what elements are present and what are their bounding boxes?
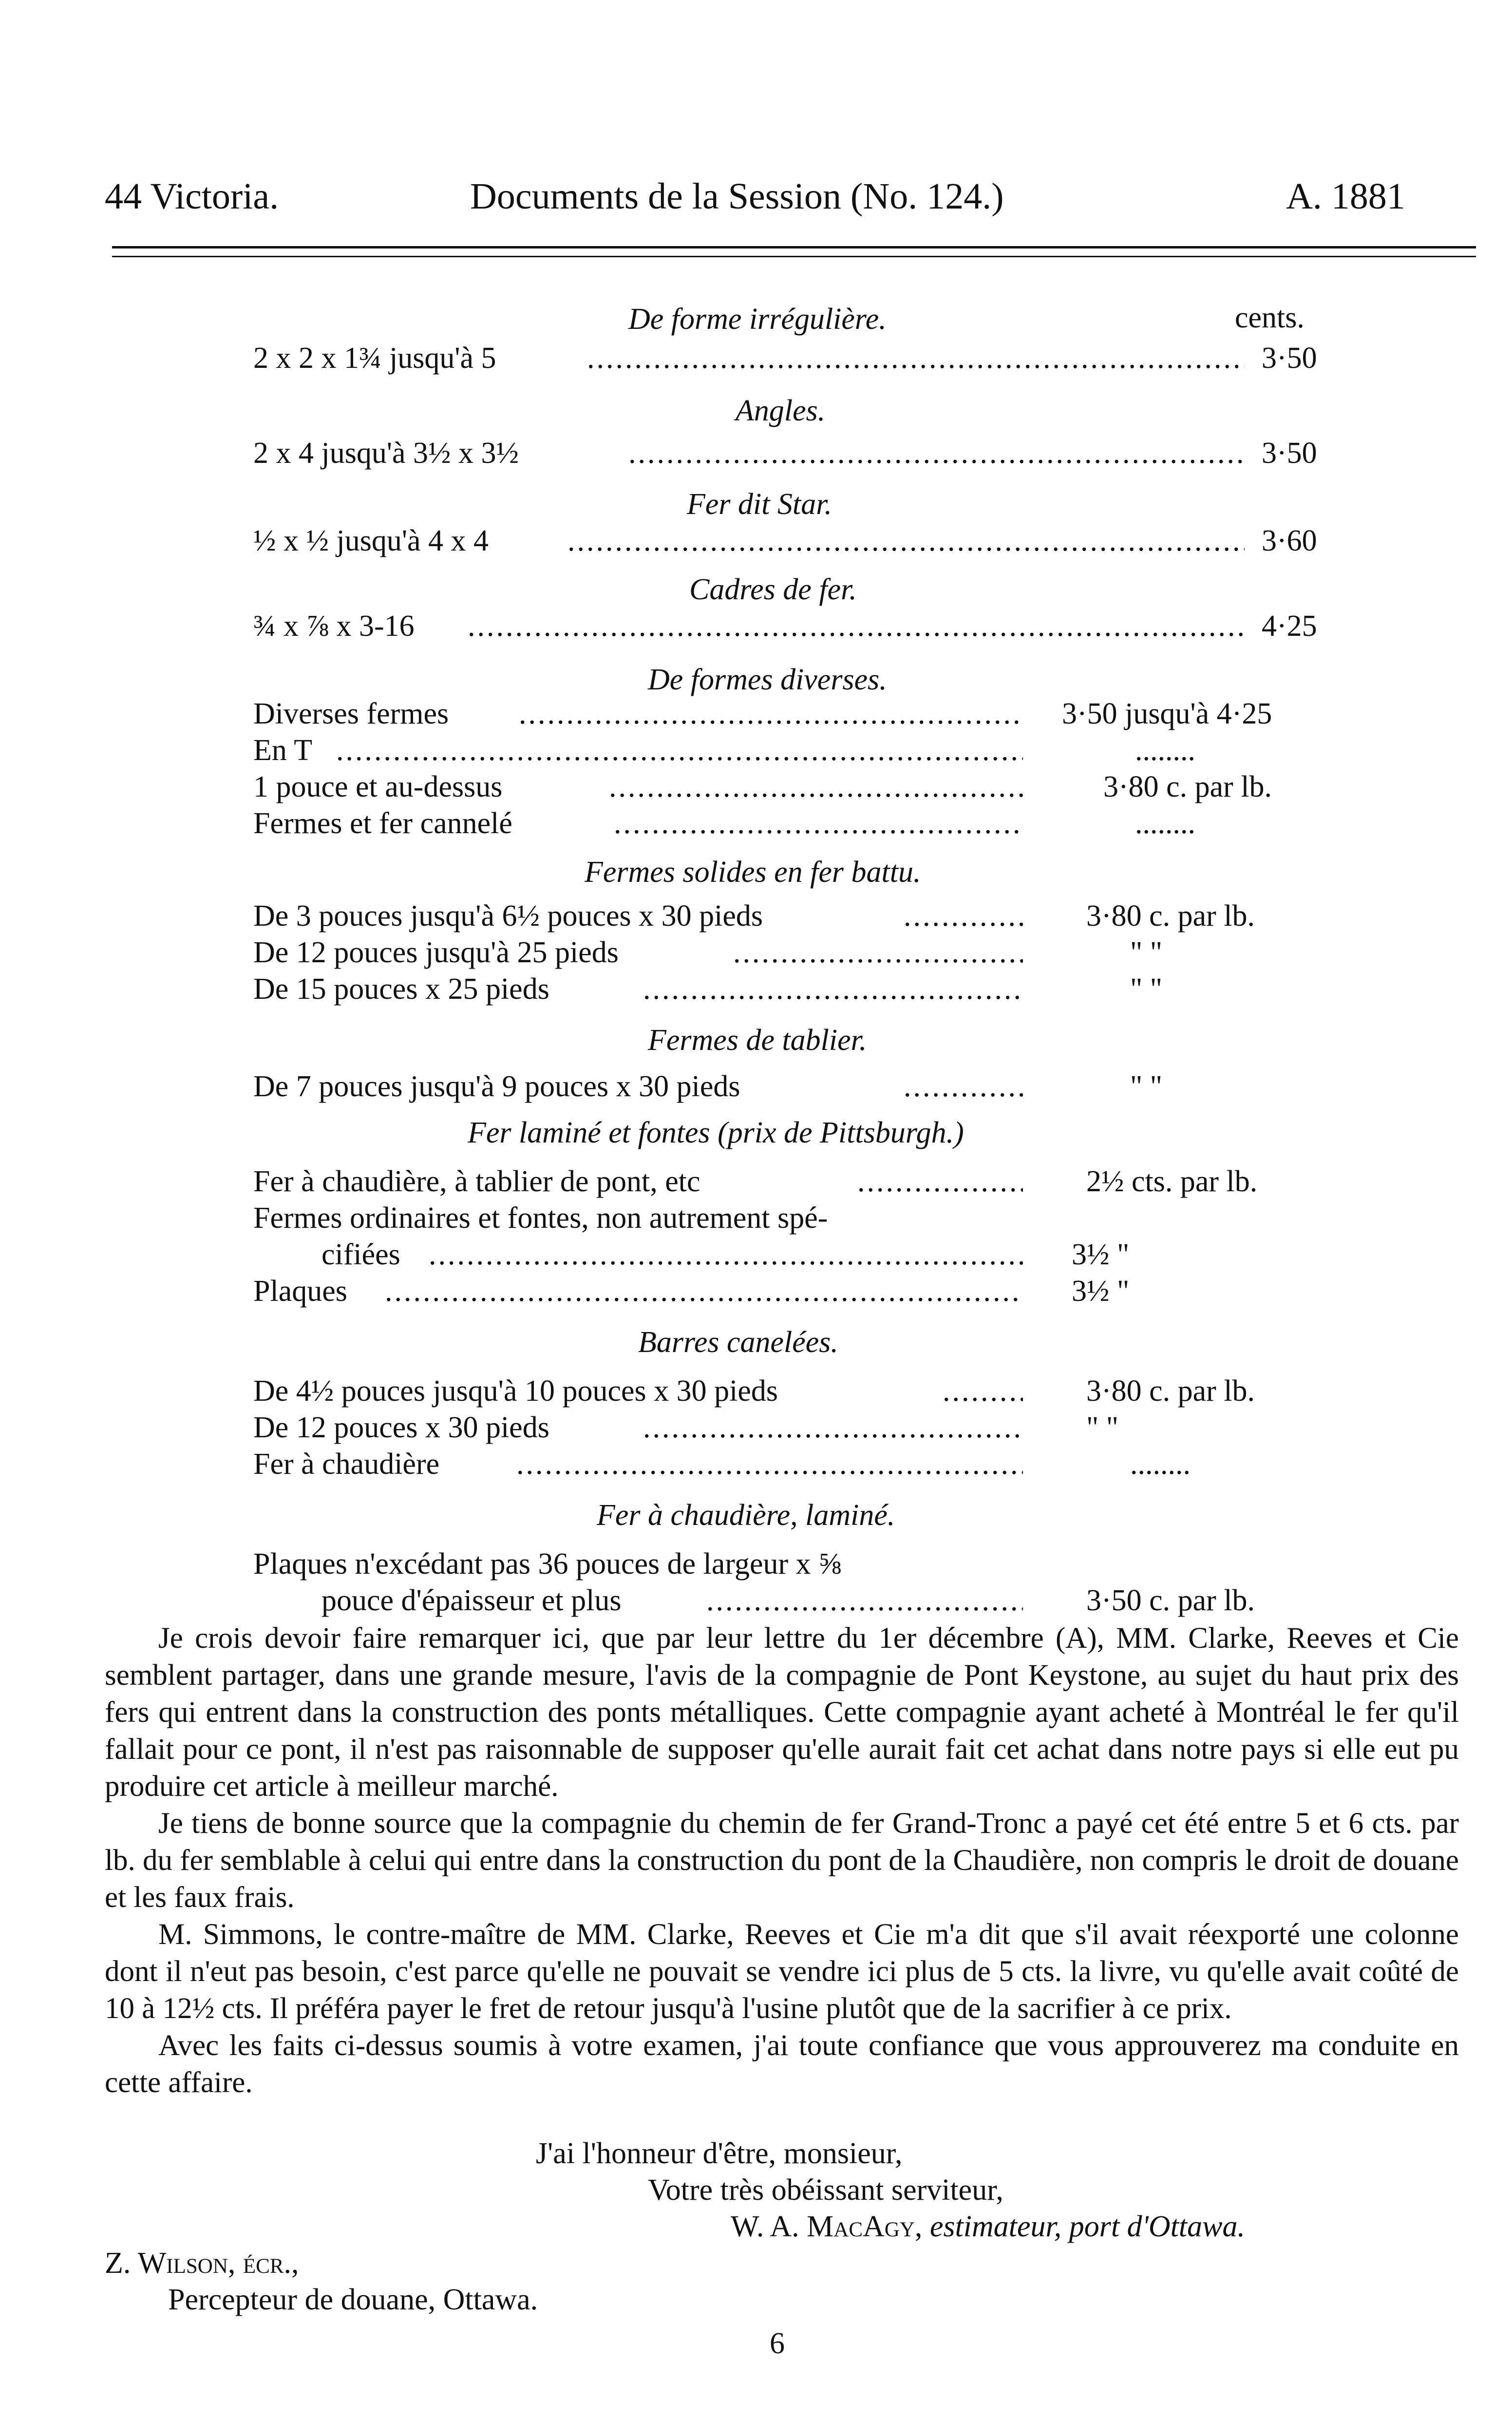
row-value: ........ xyxy=(1135,807,1195,840)
section-heading: Fer dit Star. xyxy=(687,488,832,521)
row-label-continued: pouce d'épaisseur et plus xyxy=(321,1584,622,1617)
row-label: De 4½ pouces jusqu'à 10 pouces x 30 pieds xyxy=(253,1374,778,1408)
row-value: 3·50 jusqu'à 4·25 xyxy=(1062,697,1272,730)
row-label: En T xyxy=(253,734,313,767)
unit-label: cents. xyxy=(1235,301,1304,334)
leader-dots xyxy=(336,731,1023,770)
row-label: 2 x 2 x 1¾ jusqu'à 5 xyxy=(253,342,496,375)
row-value: 3·60 xyxy=(1262,524,1317,557)
row-value: ........ xyxy=(1135,734,1195,767)
row-label: De 12 pouces jusqu'à 25 pieds xyxy=(253,936,619,969)
row-value: " " xyxy=(1130,936,1163,969)
header-left: 44 Victoria. xyxy=(105,176,279,217)
header-rule-thin xyxy=(112,256,1476,257)
leader-dots xyxy=(904,896,1023,935)
row-label: Plaques xyxy=(253,1275,347,1308)
row-value: ........ xyxy=(1130,1448,1191,1481)
row-label: De 3 pouces jusqu'à 6½ pouces x 30 pieds xyxy=(253,899,763,933)
letter-body xyxy=(105,1620,1459,2101)
leader-dots xyxy=(706,1581,1023,1620)
row-label: 2 x 4 jusqu'à 3½ x 3½ xyxy=(253,437,519,470)
leader-dots xyxy=(643,970,1023,1009)
addressee-title: Percepteur de douane, Ottawa. xyxy=(168,2283,538,2316)
closing-line: J'ai l'honneur d'être, monsieur, xyxy=(536,2137,903,2170)
row-label: Diverses fermes xyxy=(253,697,449,730)
section-heading: De formes diverses. xyxy=(648,663,887,696)
row-label: De 15 pouces x 25 pieds xyxy=(253,972,549,1006)
leader-dots xyxy=(468,607,1245,646)
row-value: 3·50 c. par lb. xyxy=(1086,1584,1255,1617)
leader-dots xyxy=(516,1445,1023,1484)
section-heading: Fermes solides en fer battu. xyxy=(585,856,921,889)
section-heading: Angles. xyxy=(736,394,826,427)
paragraph: Avec les faits ci-dessus soumis à votre examen, j'ai toute confiance que vous approuverez ma conduite en cette affaire. xyxy=(105,2029,1459,2099)
leader-dots xyxy=(519,694,1023,733)
row-value: 3½ " xyxy=(1072,1238,1130,1271)
row-label: ½ x ½ jusqu'à 4 x 4 xyxy=(253,524,489,557)
closing-line: Votre très obéissant serviteur, xyxy=(648,2173,1003,2207)
row-label: ¾ x ⅞ x 3-16 xyxy=(253,610,415,643)
signature-title: estimateur, port d'Ottawa. xyxy=(929,2210,1246,2243)
leader-dots xyxy=(429,1235,1023,1274)
section-heading: Fermes de tablier. xyxy=(648,1024,867,1057)
row-value: 3·80 c. par lb. xyxy=(1103,770,1272,803)
row-value: 3·50 xyxy=(1262,342,1317,375)
row-value: 3·80 c. par lb. xyxy=(1086,899,1255,933)
paragraph: M. Simmons, le contre-maître de MM. Clarke, Reeves et Cie m'a dit que s'il avait réexporté une colonne dont il n'eut pas besoin, c'est parce qu'elle ne pouvait se vendre ici plus de 5 cts. la livre, vu qu'elle avait coûté de 10 à 12½ cts. Il préféra payer le fret de retour jusqu'à l'usine plutôt que de la sacrifier à ce prix. xyxy=(105,1918,1459,2025)
row-label: De 12 pouces x 30 pieds xyxy=(253,1411,549,1444)
section-heading: Fer à chaudière, laminé. xyxy=(597,1499,895,1532)
row-label: Plaques n'excédant pas 36 pouces de largeur x ⅝ xyxy=(253,1547,841,1581)
signature xyxy=(731,2207,1245,2246)
addressee-name: Z. Wilson, écr., xyxy=(105,2247,299,2280)
leader-dots xyxy=(614,804,1023,843)
row-label: 1 pouce et au-dessus xyxy=(253,770,503,803)
paragraph: Je tiens de bonne source que la compagnie du chemin de fer Grand-Tronc a payé cet été entre 5 et 6 cts. par lb. du fer semblable à celui qui entre dans la construction du pont de la Chaudière, non compris le droit de douane et les faux frais. xyxy=(105,1807,1459,1914)
row-label-continued: cifiées xyxy=(321,1238,400,1271)
section-heading: Cadres de fer. xyxy=(689,573,857,606)
row-value: " " xyxy=(1130,972,1163,1006)
row-value: 4·25 xyxy=(1262,610,1317,643)
row-label: Fer à chaudière xyxy=(253,1448,440,1481)
section-heading: Fer laminé et fontes (prix de Pittsburgh.) xyxy=(468,1116,964,1149)
row-label: Fermes ordinaires et fontes, non autrement spé- xyxy=(253,1201,828,1235)
header-rule xyxy=(112,246,1476,248)
row-value: " " xyxy=(1130,1070,1163,1103)
leader-dots xyxy=(857,1162,1023,1201)
leader-dots xyxy=(733,933,1023,972)
row-label: Fer à chaudière, à tablier de pont, etc xyxy=(253,1165,700,1198)
row-value: 3·80 c. par lb. xyxy=(1086,1374,1255,1408)
leader-dots xyxy=(904,1067,1023,1106)
row-value: 3½ " xyxy=(1072,1275,1130,1308)
paragraph: Je crois devoir faire remarquer ici, que par leur lettre du 1er décembre (A), MM. Clarke, Reeves et Cie semblent partager, dans une grande mesure, l'avis de la compagnie de Pont Keystone, au sujet du haut prix des fers qui entrent dans la construction des ponts métalliques. Cette compagnie ayant acheté à Montréal le fer qu'il fallait pour ce pont, il n'est pas raisonnable de supposer qu'elle aurait fait cet achat dans notre pays si elle eut pu produire cet article à meilleur marché. xyxy=(105,1622,1459,1803)
row-value: 3·50 xyxy=(1262,437,1317,470)
leader-dots xyxy=(385,1272,1023,1311)
leader-dots xyxy=(609,767,1023,806)
leader-dots xyxy=(628,434,1245,473)
page-number: 6 xyxy=(770,2327,785,2360)
leader-dots xyxy=(587,339,1245,378)
row-value: 2½ cts. par lb. xyxy=(1086,1165,1258,1198)
section-heading: Barres canelées. xyxy=(638,1326,838,1359)
leader-dots xyxy=(567,521,1245,560)
section-heading: De forme irrégulière. xyxy=(628,303,887,336)
row-value: " " xyxy=(1086,1411,1119,1444)
leader-dots xyxy=(943,1372,1023,1410)
leader-dots xyxy=(643,1408,1023,1447)
row-label: De 7 pouces jusqu'à 9 pouces x 30 pieds xyxy=(253,1070,740,1103)
signature-name: W. A. MacAgy, xyxy=(731,2210,923,2243)
header-right: A. 1881 xyxy=(1286,176,1405,217)
row-label: Fermes et fer cannelé xyxy=(253,807,512,840)
header-center: Documents de la Session (No. 124.) xyxy=(470,176,1004,217)
